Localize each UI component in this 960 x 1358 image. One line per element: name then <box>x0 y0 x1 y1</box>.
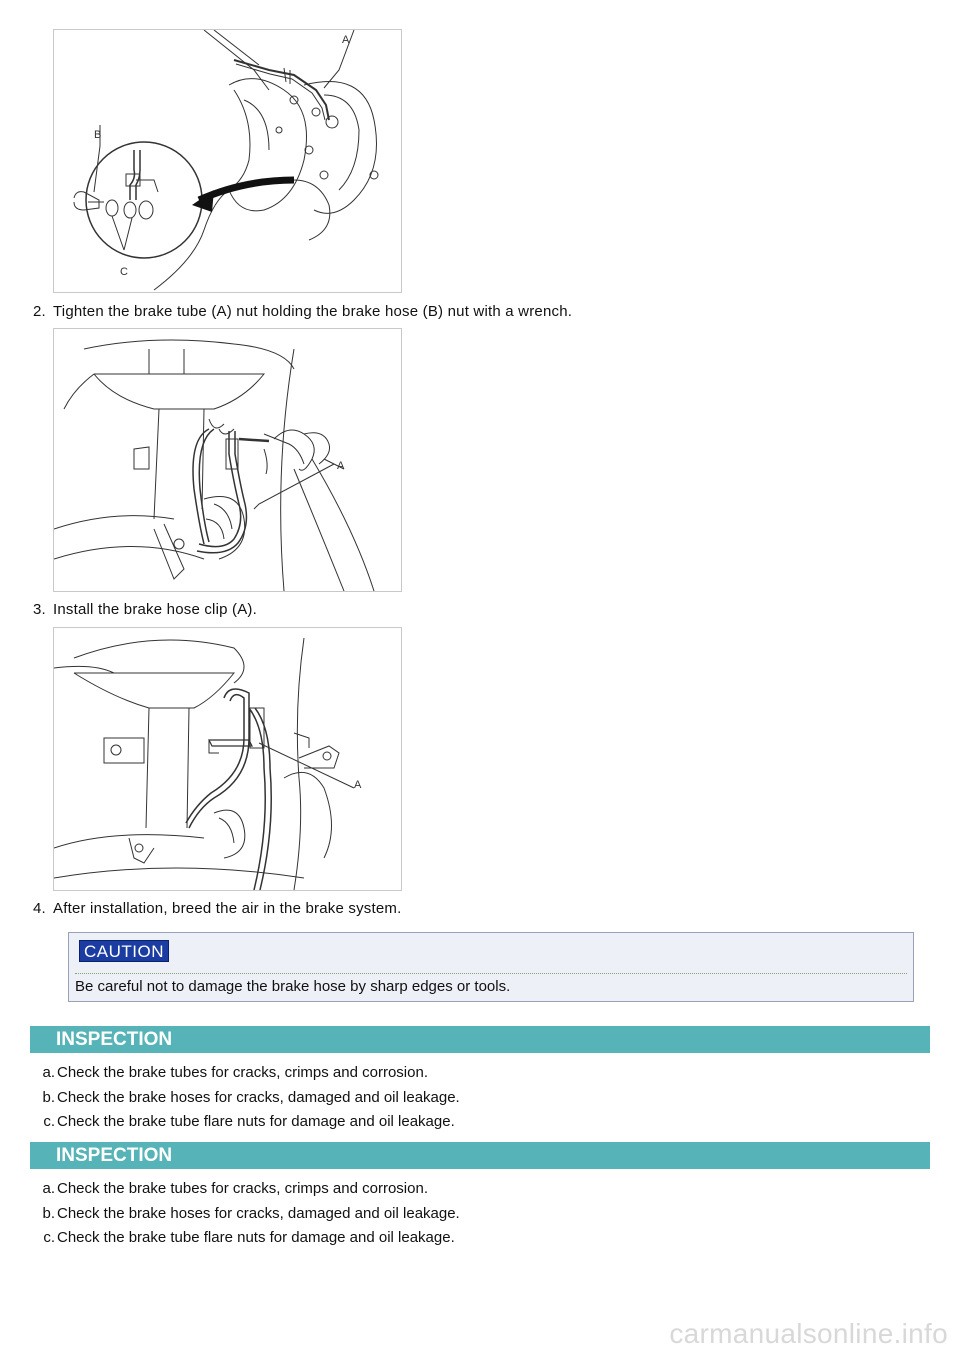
list-marker: a. <box>42 1064 55 1081</box>
list-item <box>33 1113 460 1138</box>
caution-badge: CAUTION <box>79 940 169 962</box>
fig2-label-a: A <box>337 460 345 472</box>
section-heading-inspection-1: INSPECTION <box>30 1026 930 1053</box>
fig1-label-c: C <box>120 266 128 278</box>
list-marker: c. <box>43 1113 55 1130</box>
list-item <box>33 1229 460 1254</box>
list-item <box>33 1064 460 1089</box>
list-item <box>33 1180 460 1205</box>
step-2-number: 2. <box>33 303 46 320</box>
step-4-number: 4. <box>33 900 46 917</box>
list-item-text: Check the brake tubes for cracks, crimps and corrosion. <box>57 1180 428 1197</box>
figure-tighten-tube-nut <box>53 328 402 592</box>
step-4 <box>33 900 401 917</box>
list-item-text: Check the brake tube flare nuts for damage and oil leakage. <box>57 1229 455 1246</box>
brake-hose-removal-illustration <box>54 30 401 292</box>
step-2-text: Tighten the brake tube (A) nut holding the brake hose (B) nut with a wrench. <box>53 303 573 320</box>
step-3-text: Install the brake hose clip (A). <box>53 601 257 618</box>
fig1-label-a: A <box>342 34 350 46</box>
list-marker: b. <box>42 1088 55 1106</box>
list-marker: c. <box>43 1229 55 1246</box>
caution-text: Be careful not to damage the brake hose by sharp edges or tools. <box>75 978 511 995</box>
watermark: carmanualsonline.info <box>669 1318 948 1349</box>
figure-brake-hose-removal <box>53 29 402 293</box>
step-2 <box>33 303 572 320</box>
step-3 <box>33 601 257 618</box>
list-item-text: Check the brake hoses for cracks, damaged and oil leakage. <box>57 1204 460 1222</box>
step-3-number: 3. <box>33 601 46 618</box>
fig1-label-b: B <box>94 129 102 141</box>
list-item-text: Check the brake hoses for cracks, damaged and oil leakage. <box>57 1088 460 1106</box>
tighten-tube-nut-illustration <box>54 329 401 591</box>
section-heading-inspection-2: INSPECTION <box>30 1142 930 1169</box>
list-item <box>33 1205 460 1230</box>
inspection-list-1 <box>33 1064 460 1138</box>
fig3-label-a: A <box>354 779 362 791</box>
caution-divider <box>75 973 907 974</box>
inspection-list-2 <box>33 1180 460 1254</box>
list-item-text: Check the brake tubes for cracks, crimps and corrosion. <box>57 1064 428 1081</box>
figure-brake-hose-clip <box>53 627 402 891</box>
list-marker: a. <box>42 1180 55 1197</box>
step-4-text: After installation, breed the air in the brake system. <box>53 900 402 917</box>
brake-hose-clip-illustration <box>54 628 401 890</box>
caution-box <box>68 932 914 1002</box>
list-item <box>33 1089 460 1114</box>
list-item-text: Check the brake tube flare nuts for damage and oil leakage. <box>57 1113 455 1130</box>
list-marker: b. <box>42 1204 55 1222</box>
